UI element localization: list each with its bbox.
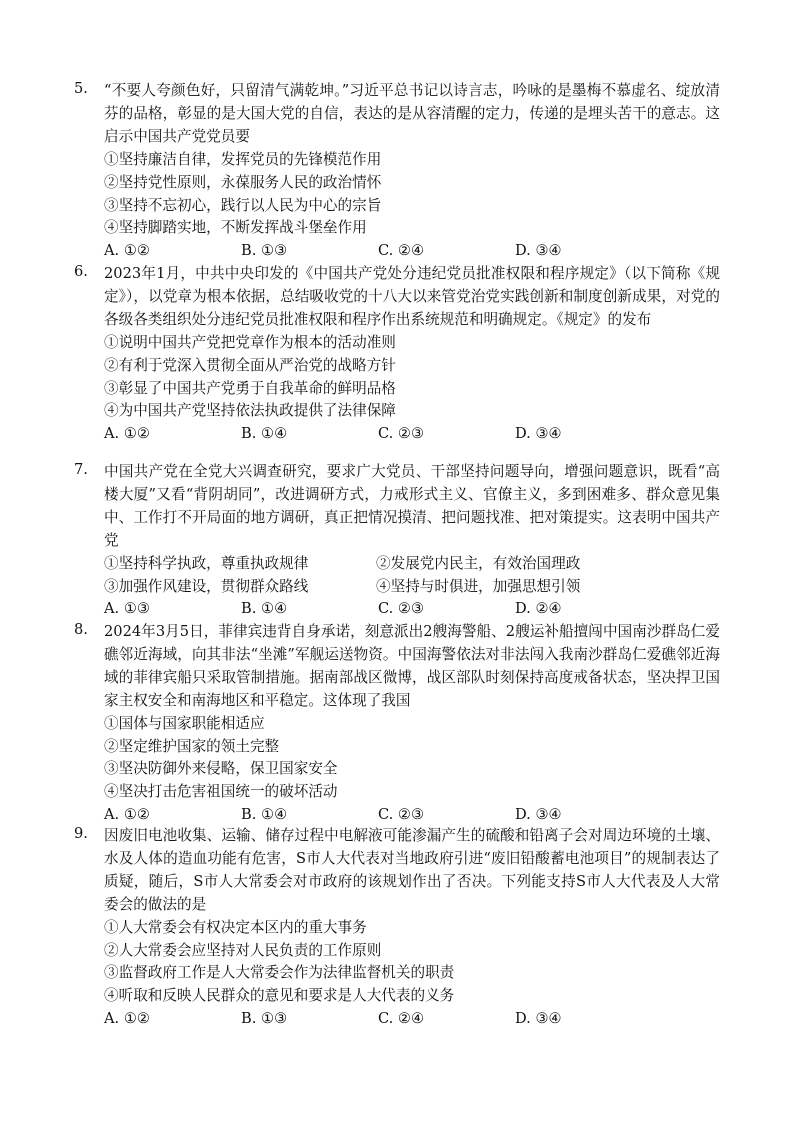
answer-c[interactable]: C. ②④ <box>378 242 425 260</box>
answer-c[interactable]: C. ②③ <box>378 806 425 824</box>
answer-choices <box>104 423 720 446</box>
answer-choices <box>104 240 720 263</box>
option-2: ②人大常委会应坚持对人民负责的工作原则 <box>104 941 382 959</box>
answer-d[interactable]: D. ②④ <box>515 600 562 618</box>
answer-d[interactable]: D. ③④ <box>515 425 562 443</box>
question-number: 6. <box>74 263 88 280</box>
option-3: ③加强作风建设，贯彻群众路线 <box>104 577 309 595</box>
question-number: 5. <box>74 80 88 97</box>
question-6 <box>74 263 720 446</box>
answer-a[interactable]: A. ①③ <box>104 600 150 618</box>
answer-b[interactable]: B. ①④ <box>241 600 288 618</box>
question-number: 9. <box>74 825 88 842</box>
answer-c[interactable]: C. ②④ <box>378 1010 425 1028</box>
question-stem: 因废旧电池收集、运输、储存过程中电解液可能渗漏产生的硫酸和铅离子会对周边环境的土壤、水及人体的造血功能有危害，S市人大代表对当地政府引进“废旧铅酸蓄电池项目”的规制表达了质疑，随后，S市人大常委会对市政府的该规划作出了否决。下列能支持S市人大代表及人大常委会的做法的是 <box>104 827 720 913</box>
option-2: ②有利于党深入贯彻全面从严治党的战略方针 <box>104 356 396 374</box>
answer-d[interactable]: D. ③④ <box>515 806 562 824</box>
answer-c[interactable]: C. ②③ <box>378 425 425 443</box>
option-1: ①说明中国共产党把党章作为根本的活动准则 <box>104 333 396 351</box>
option-4: ④听取和反映人民群众的意见和要求是人大代表的义务 <box>104 987 455 1005</box>
answer-b[interactable]: B. ①③ <box>241 1010 288 1028</box>
option-3: ③坚决防御外来侵略，保卫国家安全 <box>104 760 338 778</box>
question-number: 8. <box>74 621 88 638</box>
option-4: ④坚持脚踏实地，不断发挥战斗堡垒作用 <box>104 219 367 237</box>
question-5 <box>74 80 720 263</box>
option-2: ②坚定维护国家的领土完整 <box>104 737 280 755</box>
option-2: ②坚持党性原则，永葆服务人民的政治情怀 <box>104 173 382 191</box>
option-4: ④为中国共产党坚持依法执政提供了法律保障 <box>104 402 396 420</box>
question-stem: 2023年1月，中共中央印发的《中国共产党处分违纪党员批准权限和程序规定》（以下简称《规定》），以党章为根本依据，总结吸收党的十八大以来管党治党实践创新和制度创新成果，对党的各级各类组织处分违纪党员批准权限和程序作出系统规范和明确规定。《规定》的发布 <box>104 265 720 328</box>
question-9 <box>74 825 720 1031</box>
option-row-2 <box>104 576 720 599</box>
answer-d[interactable]: D. ③④ <box>515 242 562 260</box>
option-2: ②发展党内民主，有效治国理政 <box>376 554 581 572</box>
answer-d[interactable]: D. ③④ <box>515 1010 562 1028</box>
option-1: ①人大常委会有权决定本区内的重大事务 <box>104 918 367 936</box>
answer-a[interactable]: A. ①② <box>104 1010 150 1028</box>
question-8 <box>74 621 720 827</box>
answer-b[interactable]: B. ①④ <box>241 425 288 443</box>
question-7 <box>74 461 720 621</box>
option-3: ③彰显了中国共产党勇于自我革命的鲜明品格 <box>104 379 396 397</box>
answer-b[interactable]: B. ①③ <box>241 242 288 260</box>
answer-choices <box>104 598 720 621</box>
question-stem: 2024年3月5日，菲律宾违背自身承诺，刻意派出2艘海警船、2艘运补船擅闯中国南沙群岛仁爱礁邻近海域，向其非法“坐滩”军舰运送物资。中国海警依法对非法闯入我南沙群岛仁爱礁邻近海域的菲律宾船只采取管制措施。据南部战区微博，战区部队时刻保持高度戒备状态，坚决捍卫国家主权安全和南海地区和平稳定。这体现了我国 <box>104 623 720 709</box>
answer-a[interactable]: A. ①② <box>104 425 150 443</box>
answer-choices <box>104 1008 720 1031</box>
question-number: 7. <box>74 461 88 478</box>
option-4: ④坚持与时俱进，加强思想引领 <box>376 577 581 595</box>
question-stem: “不要人夸颜色好，只留清气满乾坤。”习近平总书记以诗言志，吟咏的是墨梅不慕虚名、绽放清芬的品格，彰显的是大国大党的自信，表达的是从容清醒的定力，传递的是埋头苦干的意志。这启示中国共产党党员要 <box>104 82 720 145</box>
answer-a[interactable]: A. ①② <box>104 242 150 260</box>
option-3: ③坚持不忘初心，践行以人民为中心的宗旨 <box>104 196 382 214</box>
answer-a[interactable]: A. ①② <box>104 806 150 824</box>
answer-choices <box>104 804 720 827</box>
option-1: ①坚持科学执政，尊重执政规律 <box>104 554 309 572</box>
question-stem: 中国共产党在全党大兴调查研究，要求广大党员、干部坚持问题导向，增强问题意识，既看“高楼大厦”又看“背阴胡同”，改进调研方式，力戒形式主义、官僚主义，多到困难多、群众意见集中、工作打不开局面的地方调研，真正把情况摸清、把问题找准、把对策提实。这表明中国共产党 <box>104 463 720 549</box>
option-1: ①坚持廉洁自律，发挥党员的先锋模范作用 <box>104 150 382 168</box>
option-4: ④坚决打击危害祖国统一的破坏活动 <box>104 783 338 801</box>
option-3: ③监督政府工作是人大常委会作为法律监督机关的职责 <box>104 964 455 982</box>
option-1: ①国体与国家职能相适应 <box>104 714 265 732</box>
answer-b[interactable]: B. ①④ <box>241 806 288 824</box>
option-row-1 <box>104 553 720 576</box>
answer-c[interactable]: C. ②③ <box>378 600 425 618</box>
